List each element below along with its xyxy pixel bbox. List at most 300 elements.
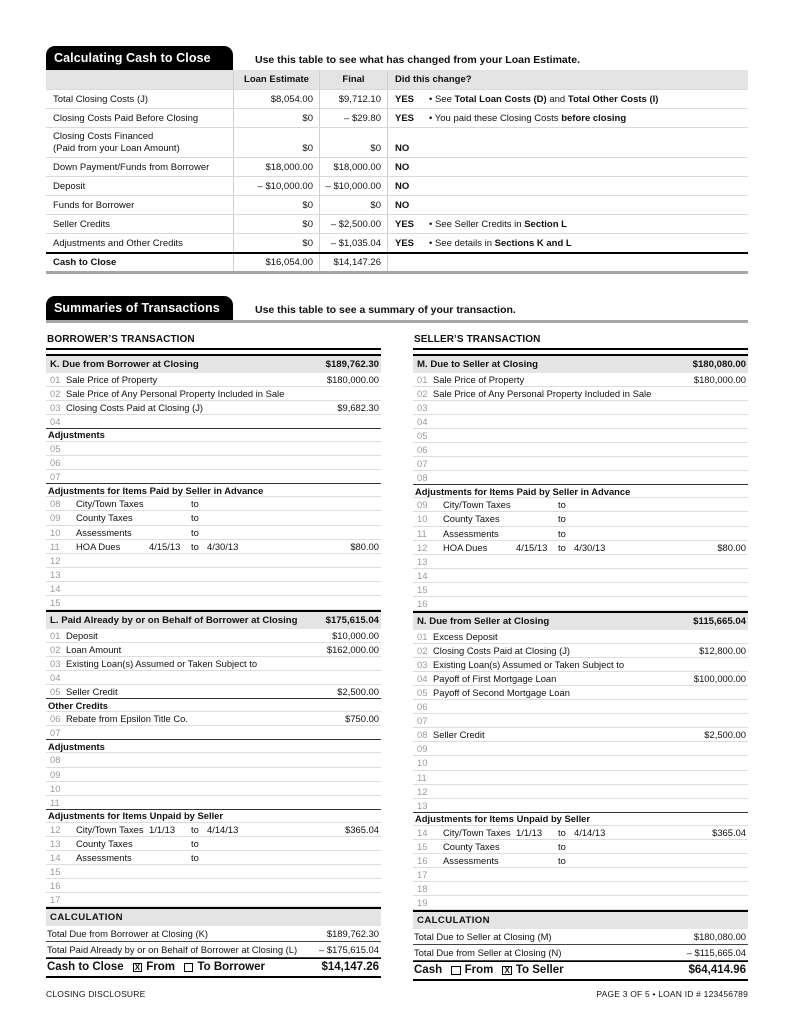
summary-row (413, 527, 748, 541)
row-number: 02 (417, 387, 428, 399)
summary-row (413, 498, 748, 512)
section-title: L. Paid Already by or on Behalf of Borrower at Closing (50, 614, 298, 626)
row-label: County Taxes (443, 841, 500, 853)
header-loan-estimate: Loan Estimate (233, 70, 319, 89)
summaries-tab-row (46, 296, 748, 323)
row-label: City/Town Taxes (76, 498, 144, 510)
calculating-cash-to-close-section (46, 46, 748, 274)
final-value: – $10,000.00 (319, 177, 387, 195)
summary-row (413, 555, 748, 569)
row-label: City/Town Taxes (443, 826, 511, 838)
row-number: 10 (417, 757, 428, 769)
change-note (429, 94, 658, 105)
summary-row (46, 893, 381, 907)
calculation-row (46, 942, 381, 958)
section-amount: $189,762.30 (325, 358, 379, 370)
summary-row (413, 644, 748, 658)
total-change-cell (387, 254, 748, 271)
summary-row (413, 569, 748, 583)
cash-to-close-row (46, 89, 748, 108)
row-number: 08 (50, 498, 61, 510)
cash-to-close-row (46, 127, 748, 157)
row-number: 01 (417, 373, 428, 385)
row-number: 15 (417, 583, 428, 595)
date-to: 4/14/13 (207, 823, 239, 835)
row-number: 15 (50, 597, 61, 609)
date-to-word: to (191, 540, 199, 552)
row-number: 04 (417, 415, 428, 427)
cash-to-close-table-header (46, 70, 748, 89)
summary-row (413, 799, 748, 813)
row-label (46, 128, 233, 157)
loan-estimate-value: $0 (233, 128, 319, 157)
row-label: Funds for Borrower (53, 199, 135, 211)
row-amount: $2,500.00 (704, 729, 746, 741)
calculation-row (413, 945, 748, 961)
summary-row (46, 768, 381, 782)
summary-row (46, 456, 381, 470)
date-to-word: to (558, 527, 566, 539)
cash-to-close-row (46, 108, 748, 127)
row-label: City/Town Taxes (76, 823, 144, 835)
row-label: Closing Costs Paid Before Closing (53, 112, 199, 124)
cash-amount: $14,147.26 (321, 961, 379, 974)
row-number: 16 (50, 880, 61, 892)
final-value: $0 (319, 196, 387, 214)
checkbox-checked-icon: X (133, 963, 143, 973)
did-this-change-cell (387, 128, 748, 157)
row-number: 01 (50, 373, 61, 385)
cash-total-row (413, 961, 748, 981)
row-label-lines (53, 131, 180, 154)
note-part: before closing (561, 112, 627, 124)
summary-row (413, 429, 748, 443)
summary-row (413, 826, 748, 840)
summary-row (413, 373, 748, 387)
row-number: 14 (417, 569, 428, 581)
row-label: City/Town Taxes (443, 499, 511, 511)
note-part: Total Other Costs (I) (567, 93, 659, 105)
cash-to-close-row (46, 176, 748, 195)
did-this-change-cell (387, 196, 748, 214)
section-amount: $175,615.04 (325, 614, 379, 626)
row-number: 15 (50, 866, 61, 878)
row-number: 16 (417, 598, 428, 610)
date-from: 1/1/13 (516, 826, 543, 838)
row-number: 09 (50, 512, 61, 524)
did-this-change-cell (387, 177, 748, 195)
summary-row (46, 540, 381, 554)
did-this-change-cell (387, 158, 748, 176)
calculation-row (46, 926, 381, 942)
summary-row (46, 373, 381, 387)
summary-row (46, 796, 381, 810)
row-number: 03 (50, 401, 61, 413)
row-number: 10 (50, 526, 61, 538)
row-label: Seller Credits (53, 218, 111, 230)
row-number: 06 (50, 457, 61, 469)
date-to-word: to (558, 826, 566, 838)
summary-row (46, 823, 381, 837)
summary-row (413, 401, 748, 415)
row-label: Deposit (66, 629, 98, 641)
summary-row (46, 712, 381, 726)
summary-row (413, 630, 748, 644)
section-header-bar (413, 611, 748, 630)
checkbox-unchecked-icon (451, 966, 461, 976)
loan-estimate-value: $0 (233, 109, 319, 127)
row-label: Seller Credit (66, 686, 118, 698)
row-number: 18 (417, 883, 428, 895)
row-label: Assessments (443, 527, 499, 539)
loan-estimate-value: $8,054.00 (233, 90, 319, 108)
row-label-line1: Closing Costs Financed (53, 131, 154, 142)
header-empty-cell (46, 70, 233, 89)
summary-row (413, 583, 748, 597)
row-number: 14 (50, 852, 61, 864)
footer-page-loan-id: PAGE 3 OF 5 • LOAN ID # 123456789 (596, 989, 748, 999)
date-to-word: to (558, 499, 566, 511)
row-number: 13 (50, 838, 61, 850)
summary-row (46, 782, 381, 796)
change-flag: YES (395, 112, 415, 124)
date-to: 4/14/13 (574, 826, 606, 838)
footer-document-title: CLOSING DISCLOSURE (46, 989, 146, 999)
summary-row (413, 658, 748, 672)
row-amount: $9,682.30 (337, 401, 379, 413)
cash-option-label: From (146, 961, 175, 974)
summary-row (413, 471, 748, 485)
change-flag: YES (395, 93, 415, 105)
summary-row (46, 497, 381, 511)
summary-row (413, 756, 748, 770)
note-part: Section L (524, 218, 567, 230)
row-label: Sale Price of Any Personal Property Included in Sale (433, 387, 652, 399)
summary-row (46, 526, 381, 540)
checkbox-unchecked-icon (184, 963, 194, 973)
summary-row (413, 854, 748, 868)
final-value: – $29.80 (319, 109, 387, 127)
loan-estimate-value: – $10,000.00 (233, 177, 319, 195)
row-label: Sale Price of Any Personal Property Included in Sale (66, 387, 285, 399)
row-amount: $12,800.00 (699, 644, 746, 656)
cash-amount: $64,414.96 (688, 964, 746, 977)
row-label: HOA Dues (76, 540, 121, 552)
row-label: Excess Deposit (433, 630, 498, 642)
row-label: Sale Price of Property (66, 373, 158, 385)
section-header-bar (46, 354, 381, 373)
cash-to-close-row (46, 195, 748, 214)
summary-row (413, 728, 748, 742)
header-did-this-change: Did this change? (387, 70, 748, 89)
row-number: 16 (417, 855, 428, 867)
summary-row (46, 837, 381, 851)
row-label: Seller Credit (433, 729, 485, 741)
summary-row (46, 879, 381, 893)
calculation-amount: $189,762.30 (326, 927, 379, 939)
section-tab-summaries-of-transactions: Summaries of Transactions (46, 296, 233, 320)
change-flag: YES (395, 218, 415, 230)
summary-row (46, 415, 381, 429)
final-value: – $1,035.04 (319, 234, 387, 252)
closing-disclosure-page-3 (46, 46, 748, 981)
row-number: 03 (417, 401, 428, 413)
calculation-row (413, 929, 748, 945)
summary-row (46, 726, 381, 740)
row-label: HOA Dues (443, 541, 488, 553)
change-flag: YES (395, 237, 415, 249)
section-title: N. Due from Seller at Closing (417, 615, 550, 627)
section-amount: $180,080.00 (692, 358, 746, 370)
loan-estimate-value: $0 (233, 215, 319, 233)
row-label: Payoff of First Mortgage Loan (433, 672, 557, 684)
final-value: – $2,500.00 (319, 215, 387, 233)
cash-option-label: To Seller (515, 964, 564, 977)
note-part: • See (429, 93, 455, 105)
cash-to-close-row (46, 233, 748, 252)
summary-row (413, 597, 748, 611)
borrower-transaction-heading: BORROWER’S TRANSACTION (46, 328, 381, 350)
row-number: 02 (50, 387, 61, 399)
row-number: 11 (417, 527, 427, 539)
date-to-word: to (191, 838, 199, 850)
note-part: • See Seller Credits in (429, 218, 525, 230)
total-row-label: Cash to Close (53, 257, 117, 268)
row-label: Closing Costs Paid at Closing (J) (66, 401, 204, 413)
final-value: $0 (319, 128, 387, 157)
row-number: 17 (50, 894, 61, 906)
subsection-header: Adjustments for Items Paid by Seller in Advance (413, 484, 748, 498)
row-number: 13 (417, 555, 428, 567)
did-this-change-cell (387, 109, 748, 127)
date-to-word: to (558, 841, 566, 853)
row-number: 12 (417, 541, 428, 553)
row-number: 02 (50, 643, 61, 655)
row-label: Assessments (76, 852, 132, 864)
summary-row (413, 840, 748, 854)
change-note (429, 238, 572, 249)
transaction-columns (46, 328, 748, 981)
date-to-word: to (191, 823, 199, 835)
cash-row-label: Cash to Close (47, 961, 124, 974)
row-number: 04 (417, 672, 428, 684)
summary-row (46, 865, 381, 879)
row-label: Loan Amount (66, 643, 122, 655)
page-footer (46, 989, 748, 999)
did-this-change-cell (387, 90, 748, 108)
row-number: 17 (417, 869, 428, 881)
note-part: • You paid these Closing Costs (429, 112, 562, 124)
row-number: 03 (417, 658, 428, 670)
subsection-header: Adjustments for Items Unpaid by Seller (46, 809, 381, 823)
final-value: $18,000.00 (319, 158, 387, 176)
row-amount: $2,500.00 (337, 686, 379, 698)
date-to-word: to (191, 852, 199, 864)
header-final: Final (319, 70, 387, 89)
summary-row (413, 882, 748, 896)
row-label: Adjustments and Other Credits (53, 237, 183, 249)
cash-option-label: To Borrower (197, 961, 265, 974)
row-number: 07 (50, 727, 61, 739)
summary-row (46, 511, 381, 525)
row-number: 08 (417, 729, 428, 741)
summary-row (46, 851, 381, 865)
row-label: Assessments (443, 855, 499, 867)
row-number: 12 (50, 823, 61, 835)
section-amount: $115,665.04 (693, 615, 746, 627)
change-note (429, 219, 567, 230)
calculation-amount: $180,080.00 (693, 930, 746, 942)
subsection-header: Other Credits (46, 698, 381, 712)
summary-row (46, 387, 381, 401)
summary-row (46, 442, 381, 456)
summary-row (413, 541, 748, 555)
summary-row (413, 868, 748, 882)
summary-row (413, 443, 748, 457)
date-to-word: to (191, 512, 199, 524)
summary-row (46, 568, 381, 582)
summary-row (46, 401, 381, 415)
section-title: K. Due from Borrower at Closing (50, 358, 199, 370)
summary-row (413, 387, 748, 401)
row-number: 10 (417, 513, 428, 525)
date-to-word: to (558, 855, 566, 867)
row-number: 01 (50, 629, 61, 641)
row-label: Existing Loan(s) Assumed or Taken Subject to (433, 658, 625, 670)
date-to-word: to (558, 513, 566, 525)
change-flag: NO (395, 199, 410, 211)
row-label: County Taxes (76, 838, 133, 850)
summary-row (413, 700, 748, 714)
total-final-value: $14,147.26 (319, 254, 387, 271)
row-number: 04 (50, 415, 61, 427)
calculation-label: Total Due to Seller at Closing (M) (414, 930, 552, 942)
row-number: 13 (50, 568, 61, 580)
final-value: $9,712.10 (319, 90, 387, 108)
summary-row (46, 643, 381, 657)
date-to-word: to (558, 541, 566, 553)
cash-to-close-row (46, 214, 748, 233)
summary-row (413, 785, 748, 799)
row-number: 01 (417, 630, 428, 642)
row-number: 07 (417, 458, 428, 470)
row-amount: $10,000.00 (332, 629, 379, 641)
row-label: County Taxes (76, 512, 133, 524)
row-number: 07 (417, 715, 428, 727)
row-amount: $365.04 (712, 826, 746, 838)
cash-option-label: From (464, 964, 494, 977)
change-note (429, 113, 626, 124)
calculation-header-bar: CALCULATION (46, 907, 381, 926)
summary-row (413, 512, 748, 526)
summary-row (46, 554, 381, 568)
loan-estimate-value: $0 (233, 234, 319, 252)
summary-row (413, 457, 748, 471)
row-number: 09 (417, 743, 428, 755)
section-tab-calculating-cash-to-close: Calculating Cash to Close (46, 46, 233, 70)
row-number: 19 (417, 897, 428, 909)
change-flag: NO (395, 143, 410, 154)
row-label: Sale Price of Property (433, 373, 525, 385)
note-part: and (546, 93, 568, 105)
row-number: 06 (417, 701, 428, 713)
summary-row (46, 753, 381, 767)
summary-row (46, 629, 381, 643)
subsection-header: Adjustments for Items Paid by Seller in Advance (46, 483, 381, 497)
row-number: 14 (417, 826, 428, 838)
row-number: 13 (417, 799, 428, 811)
subsection-header: Adjustments (46, 739, 381, 753)
row-number: 02 (417, 644, 428, 656)
date-to: 4/30/13 (207, 540, 239, 552)
cash-to-close-table (46, 70, 748, 274)
note-part: Total Loan Costs (D) (454, 93, 547, 105)
row-label: Closing Costs Paid at Closing (J) (433, 644, 571, 656)
row-number: 15 (417, 841, 428, 853)
row-number: 08 (417, 472, 428, 484)
summary-row (413, 686, 748, 700)
row-number: 04 (50, 671, 61, 683)
row-label: Assessments (76, 526, 132, 538)
summary-row (413, 672, 748, 686)
loan-estimate-value: $18,000.00 (233, 158, 319, 176)
row-label: County Taxes (443, 513, 500, 525)
note-part: Sections K and L (494, 237, 572, 249)
row-label: Payoff of Second Mortgage Loan (433, 687, 570, 699)
seller-transaction-body (413, 354, 748, 981)
calculation-label: Total Due from Seller at Closing (N) (414, 946, 562, 958)
row-amount: $180,000.00 (693, 373, 746, 385)
cash-to-close-tab-row (46, 46, 748, 70)
row-amount: $162,000.00 (326, 643, 379, 655)
calculation-amount: – $175,615.04 (319, 943, 379, 955)
summary-row (46, 470, 381, 484)
section-header-bar (46, 610, 381, 629)
change-flag: NO (395, 161, 410, 173)
calculation-label: Total Due from Borrower at Closing (K) (47, 927, 208, 939)
borrower-transaction-body (46, 354, 381, 978)
row-amount: $365.04 (345, 823, 379, 835)
date-to-word: to (191, 498, 199, 510)
row-label-line2: (Paid from your Loan Amount) (53, 142, 180, 154)
calculation-amount: – $115,665.04 (686, 946, 746, 958)
cash-to-close-total-row (46, 252, 748, 271)
summary-row (46, 671, 381, 685)
row-number: 05 (417, 429, 428, 441)
loan-estimate-value: $0 (233, 196, 319, 214)
row-number: 05 (50, 443, 61, 455)
seller-transaction-heading: SELLER’S TRANSACTION (413, 328, 748, 350)
summary-row (46, 657, 381, 671)
date-from: 1/1/13 (149, 823, 176, 835)
calculation-header-bar: CALCULATION (413, 910, 748, 929)
row-amount: $80.00 (717, 541, 746, 553)
row-number: 09 (417, 499, 428, 511)
row-label: Down Payment/Funds from Borrower (53, 161, 210, 173)
summary-row (46, 596, 381, 610)
cash-row-label: Cash (414, 964, 443, 977)
section-header-bar (413, 354, 748, 373)
seller-column (413, 328, 748, 981)
summary-row (46, 685, 381, 699)
summary-row (46, 582, 381, 596)
row-amount: $750.00 (345, 713, 379, 725)
summary-row (413, 714, 748, 728)
row-number: 08 (50, 754, 61, 766)
summaries-of-transactions-section (46, 296, 748, 981)
summary-row (413, 415, 748, 429)
row-number: 11 (50, 796, 60, 808)
